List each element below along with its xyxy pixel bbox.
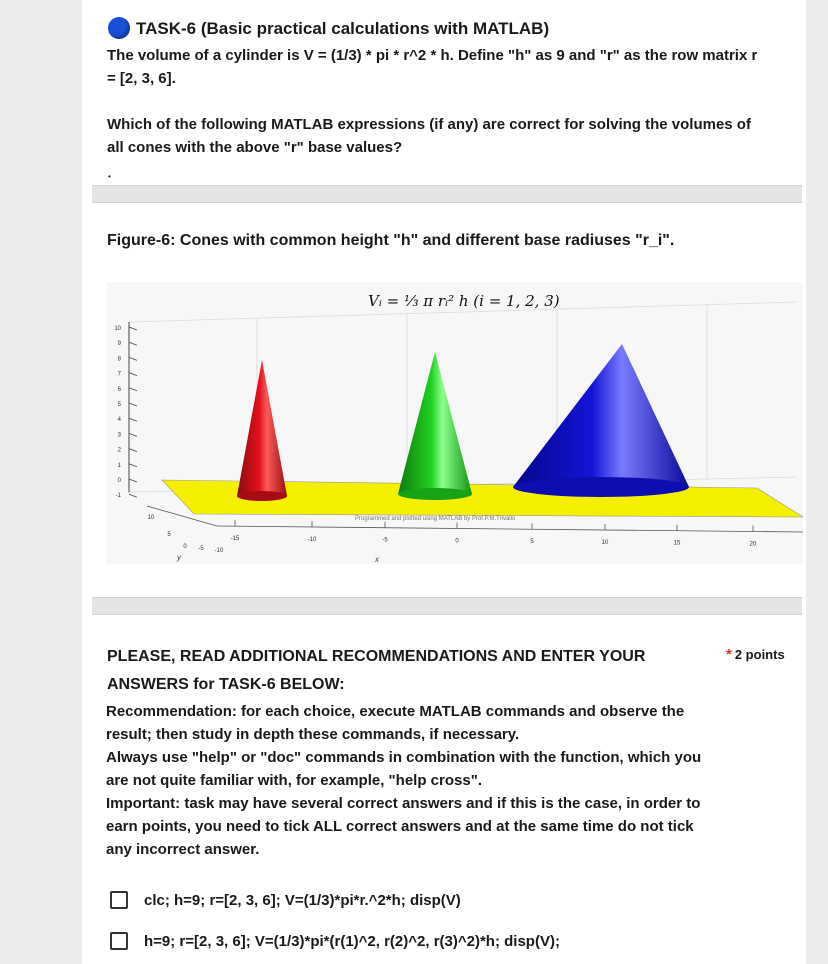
bullet-circle-icon (108, 17, 130, 39)
x-tick-label: 15 (673, 540, 681, 547)
plot-formula: Vᵢ = ⅓ π rᵢ² h (i = 1, 2, 3) (368, 292, 560, 310)
choice-label: h=9; r=[2, 3, 6]; V=(1/3)*pi*(r(1)^2, r(2)^2, r(3)^2)*h; disp(V); (144, 932, 560, 950)
y-tick-label: -10 (214, 548, 224, 554)
x-tick-label: -5 (382, 537, 388, 544)
task-title: TASK-6 (Basic practical calculations with MATLAB) (108, 17, 549, 39)
recommendations: Recommendation: for each choice, execute MATLAB commands and observe the result; then study in depth these commands, if necessary. Always use "help" or "doc" commands in combination with the function, which you are not quite familiar with, for example, "help cross". Important: task may have several correct answers and if this is the case, in order to earn points, you need to tick ALL correct answers and at the same time do not tick any incorrect answer. (106, 703, 702, 858)
y-tick-label: 0 (183, 544, 187, 550)
z-tick-label: 9 (117, 341, 121, 348)
z-tick-label: 6 (117, 386, 121, 393)
x-axis-label: x (375, 555, 379, 564)
x-tick-label: 20 (749, 541, 757, 548)
checkbox[interactable] (110, 891, 128, 909)
y-tick-label: 10 (147, 515, 155, 521)
choice-label: clc; h=9; r=[2, 3, 6]; V=(1/3)*pi*r.^2*h; disp(V) (144, 891, 461, 909)
task-intro: The volume of a cylinder is V = (1/3) * pi * r^2 * h. Define "h" as 9 and "r" as the row matrix r = [2, 3, 6]. (107, 47, 758, 87)
z-tick-label: 3 (117, 432, 121, 439)
z-tick-label: 5 (117, 402, 121, 408)
choice-option-1[interactable] (110, 891, 461, 909)
x-tick-label: 5 (530, 539, 534, 546)
checkbox[interactable] (110, 932, 128, 950)
z-tick-label: -1 (115, 493, 121, 500)
y-tick-label: 5 (167, 532, 171, 538)
z-tick-label: 2 (117, 447, 121, 454)
section-divider-2 (92, 597, 802, 615)
x-tick-label: 10 (601, 539, 609, 546)
task-question: Which of the following MATLAB expressions (if any) are correct for solving the volumes of all cones with the above "r" base values? (107, 116, 751, 156)
small-mark: • (108, 172, 111, 181)
y-axis-label: y (177, 553, 181, 562)
x-tick-label: -15 (230, 536, 240, 543)
figure-caption: Figure-6: Cones with common height "h" and different base radiuses "r_i". (107, 232, 675, 249)
plot-credit: Programmed and plotted using MATLAB by Prof.P.M.Trivailo (355, 516, 516, 522)
z-tick-label: 4 (117, 417, 121, 424)
z-tick-label: 8 (117, 356, 121, 363)
z-tick-label: 1 (117, 462, 121, 469)
choice-option-2[interactable] (110, 932, 560, 950)
section-divider (92, 185, 802, 203)
x-tick-label: -10 (307, 536, 317, 543)
y-tick-label: -5 (198, 546, 204, 552)
z-tick-label: 0 (117, 478, 121, 484)
z-tick-label: 10 (114, 326, 121, 332)
x-tick-label: 0 (455, 538, 459, 545)
required-asterisk: * (726, 646, 732, 663)
points-badge: * 2 points (726, 646, 785, 663)
section-title: PLEASE, READ ADDITIONAL RECOMMENDATIONS AND ENTER YOUR ANSWERS for TASK-6 BELOW: (107, 648, 646, 693)
z-tick-label: 7 (117, 371, 121, 378)
